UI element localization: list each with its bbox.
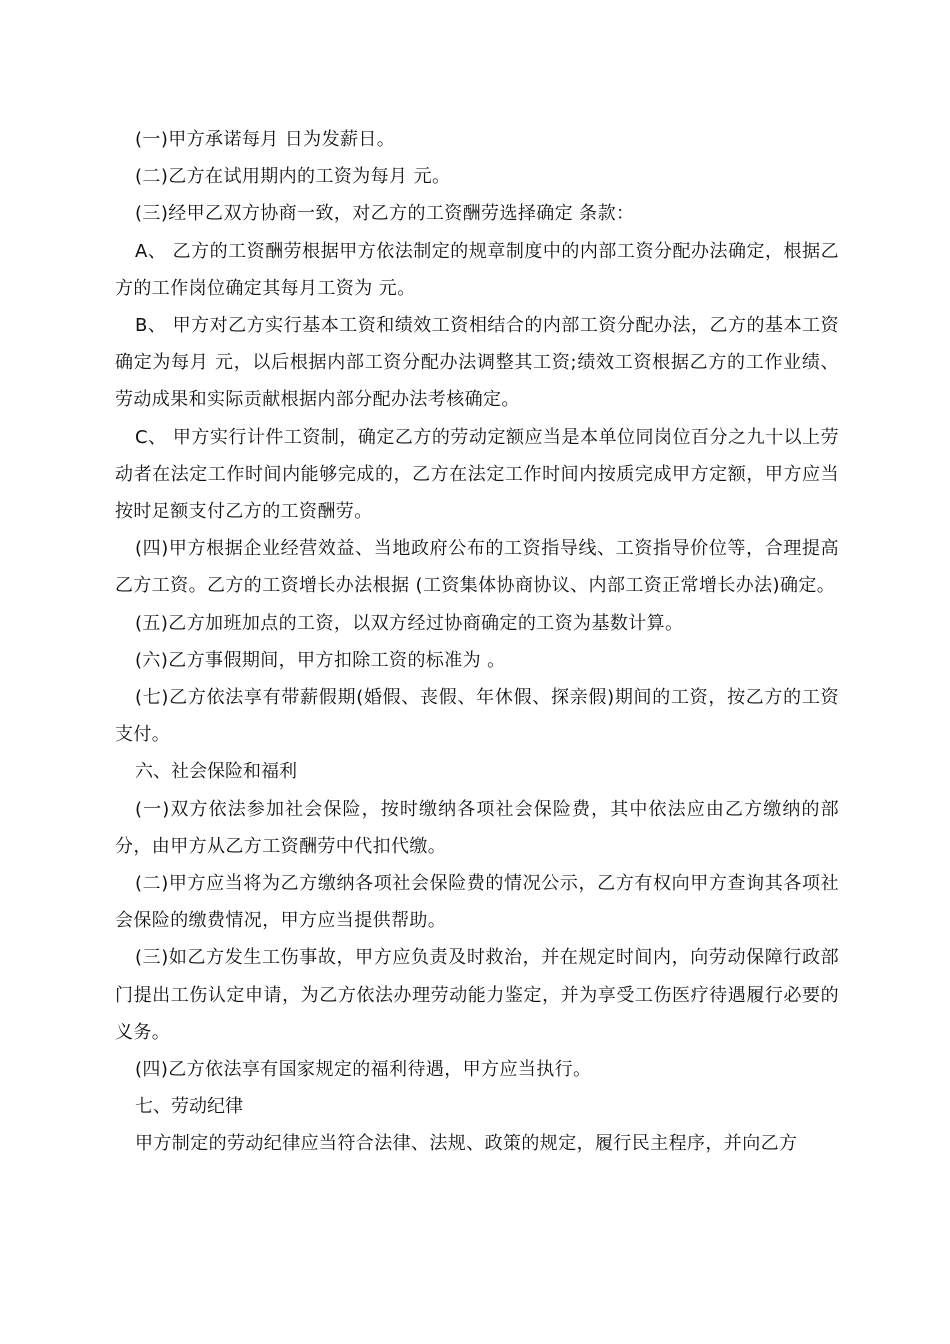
clause-salary-increase: (四)甲方根据企业经营效益、当地政府公布的工资指导线、工资指导价位等，合理提高乙方工资。乙方的工资增长办法根据 (工资集体协商协议、内部工资正常增长办法)确定。 — [115, 538, 839, 597]
clause-option-c: C、 甲方实行计件工资制，确定乙方的劳动定额应当是本单位同岗位百分之九十以上劳动者在法定工作时间内能够完成的，乙方在法定工作时间内按质完成甲方定额，甲方应当按时足额支付乙方的工资酬劳。 — [115, 426, 839, 523]
clause-probation-salary: (二)乙方在试用期内的工资为每月 元。 — [135, 166, 451, 188]
clause-discipline-rules: 甲方制定的劳动纪律应当符合法律、法规、政策的规定，履行民主程序，并向乙方 — [135, 1133, 798, 1155]
section-heading-labor-discipline: 七、劳动纪律 — [135, 1096, 243, 1118]
clause-paid-leave: (七)乙方依法享有带薪假期(婚假、丧假、年休假、探亲假)期间的工资，按乙方的工资支付。 — [115, 687, 839, 746]
clause-insurance-disclosure: (二)甲方应当将为乙方缴纳各项社会保险费的情况公示，乙方有权向甲方查询其各项社会保险的缴费情况，甲方应当提供帮助。 — [115, 873, 839, 932]
clause-insurance-participation: (一)双方依法参加社会保险，按时缴纳各项社会保险费，其中依法应由乙方缴纳的部分，由甲方从乙方工资酬劳中代扣代缴。 — [115, 798, 839, 857]
document-page — [115, 121, 839, 1163]
clause-personal-leave: (六)乙方事假期间，甲方扣除工资的标准为 。 — [135, 649, 506, 671]
clause-salary-options: (三)经甲乙双方协商一致，对乙方的工资酬劳选择确定 条款： — [135, 203, 635, 225]
clause-option-b: B、 甲方对乙方实行基本工资和绩效工资相结合的内部工资分配办法，乙方的基本工资确定为每月 元，以后根据内部工资分配办法调整其工资;绩效工资根据乙方的工作业绩、劳动成果和实际贡献根据内部分配办法考核确定。 — [115, 315, 839, 411]
clause-work-injury: (三)如乙方发生工伤事故，甲方应负责及时救治，并在规定时间内，向劳动保障行政部门提出工伤认定申请，为乙方依法办理劳动能力鉴定，并为享受工伤医疗待遇履行必要的义务。 — [115, 947, 839, 1043]
clause-overtime-pay: (五)乙方加班加点的工资，以双方经过协商确定的工资为基数计算。 — [135, 612, 684, 634]
clause-option-a: A、 乙方的工资酬劳根据甲方依法制定的规章制度中的内部工资分配办法确定，根据乙方的工作岗位确定其每月工资为 元。 — [115, 240, 839, 299]
section-heading-social-insurance: 六、社会保险和福利 — [135, 761, 297, 783]
clause-welfare: (四)乙方依法享有国家规定的福利待遇，甲方应当执行。 — [135, 1059, 592, 1081]
clause-payday: (一)甲方承诺每月 日为发薪日。 — [135, 129, 396, 150]
